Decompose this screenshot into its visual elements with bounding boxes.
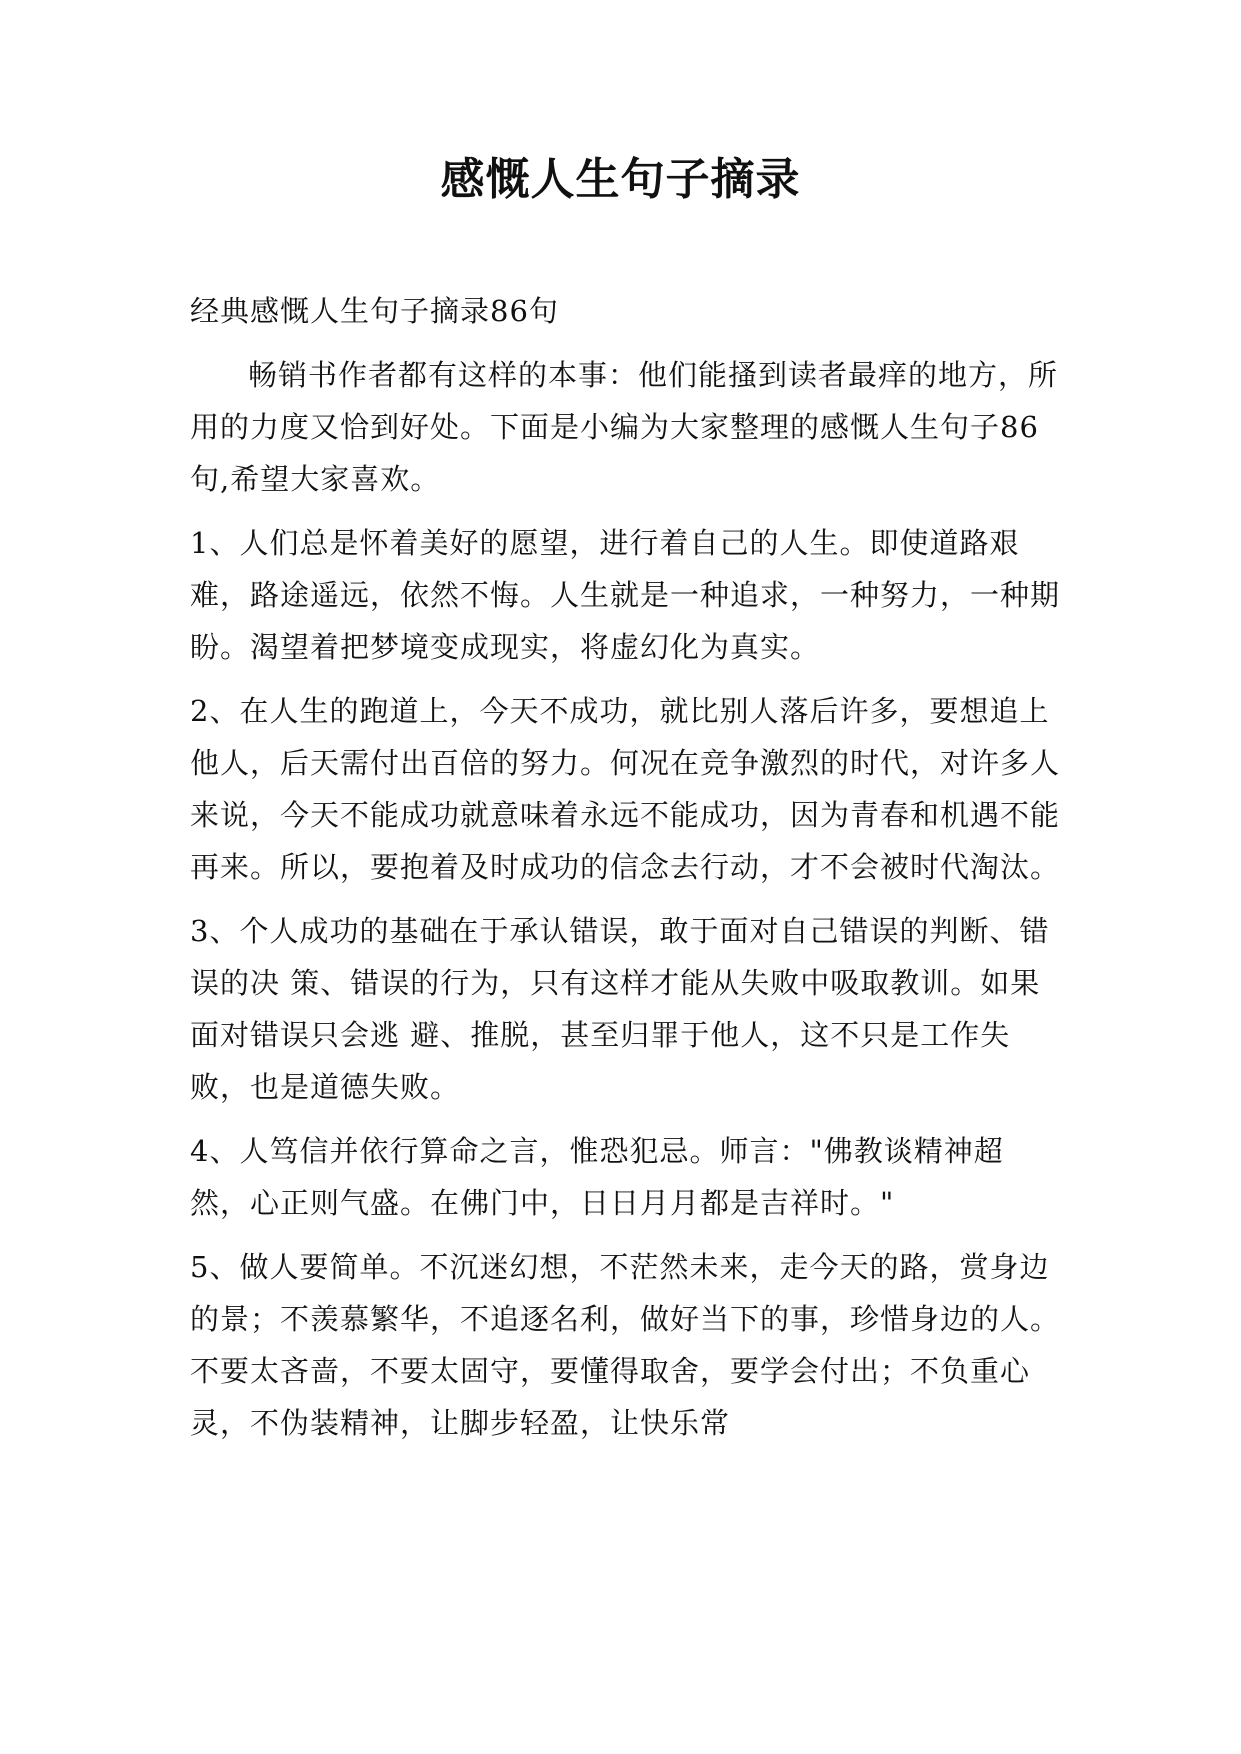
quote-item-3: 3、个人成功的基础在于承认错误，敢于面对自己错误的判断、错误的决 策、错误的行为，只有这样才能从失败中吸取教训。如果面对错误只会逃 避、推脱，甚至归罪于他人，这不只是工作失败，也是道德失败。 [190, 914, 1050, 1104]
document-body [190, 285, 1060, 1461]
quote-item-2: 2、在人生的跑道上，今天不成功，就比别人落后许多，要想追上他人，后天需付出百倍的努力。何况在竞争激烈的时代，对许多人来说，今天不能成功就意味着永远不能成功，因为青春和机遇不能再来。所以，要抱着及时成功的信念去行动，才不会被时代淘汰。 [190, 694, 1061, 884]
quote-item-1: 1、人们总是怀着美好的愿望，进行着自己的人生。即使道路艰难，路途遥远，依然不悔。人生就是一种追求，一种努力，一种期盼。渴望着把梦境变成现实，将虚幻化为真实。 [190, 526, 1061, 664]
subtitle-line: 经典感慨人生句子摘录86句 [190, 294, 559, 328]
quote-item-5: 5、做人要简单。不沉迷幻想，不茫然未来，走今天的路，赏身边的景；不羡慕繁华，不追逐名利，做好当下的事，珍惜身边的人。不要太吝啬，不要太固守，要懂得取舍，要学会付出；不负重心灵，不伪装精神，让脚步轻盈，让快乐常 [190, 1250, 1061, 1440]
quote-item-4: 4、人笃信并依行算命之言，惟恐犯忌。师言："佛教谈精神超然，心正则气盛。在佛门中，日日月月都是吉祥时。" [190, 1134, 1004, 1220]
intro-paragraph: 畅销书作者都有这样的本事：他们能搔到读者最痒的地方，所用的力度又恰到好处。下面是小编为大家整理的感慨人生句子86句,希望大家喜欢。 [190, 358, 1059, 496]
document-title: 感慨人生句子摘录 [440, 154, 801, 205]
